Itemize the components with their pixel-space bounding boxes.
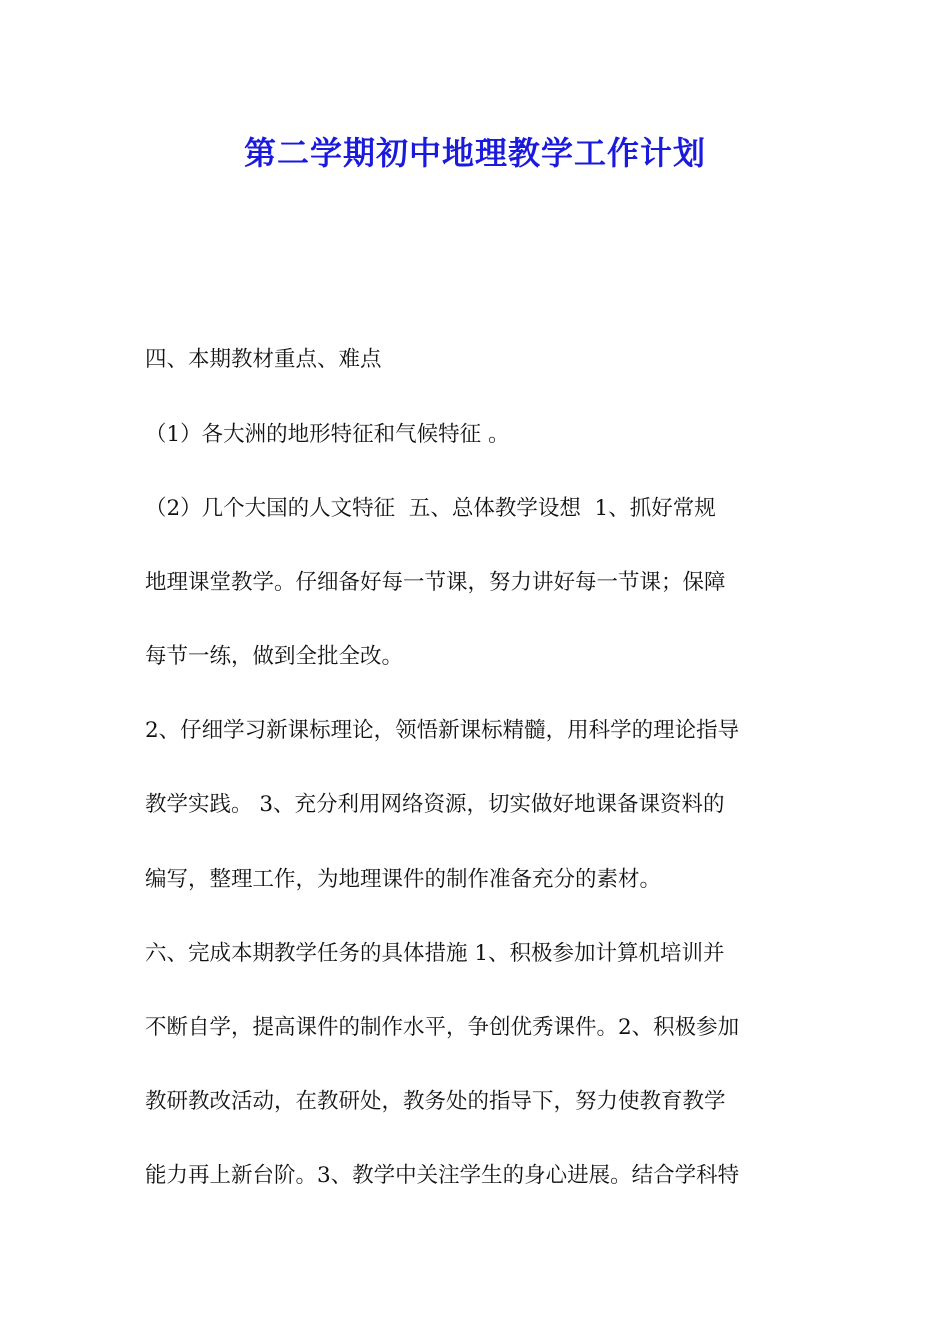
- heading-teaching-focus: 四、本期教材重点、难点: [145, 347, 382, 372]
- paragraph-line: 教学实践。 3、充分利用网络资源，切实做好地课备课资料的: [145, 792, 725, 817]
- paragraph-line: 编写，整理工作，为地理课件的制作准备充分的素材。: [145, 867, 662, 892]
- paragraph-line: 每节一练，做到全批全改。: [145, 644, 404, 669]
- paragraph-line: （1）各大洲的地形特征和气候特征 。: [145, 422, 510, 447]
- paragraph-line: （2）几个大国的人文特征 五、总体教学设想 1、抓好常规: [145, 496, 716, 521]
- paragraph-line: 教研教改活动，在教研处，教务处的指导下，努力使教育教学: [145, 1089, 726, 1114]
- paragraph-line: 不断自学，提高课件的制作水平，争创优秀课件。2、积极参加: [145, 1015, 740, 1040]
- paragraph-line: 2、仔细学习新课标理论，领悟新课标精髓，用科学的理论指导: [145, 718, 740, 743]
- paragraph-line: 能力再上新台阶。3、教学中关注学生的身心进展。结合学科特: [145, 1163, 740, 1188]
- document-title: 第二学期初中地理教学工作计划: [243, 134, 706, 172]
- paragraph-line: 六、完成本期教学任务的具体措施 1、积极参加计算机培训并: [145, 941, 725, 966]
- paragraph-line: 地理课堂教学。仔细备好每一节课，努力讲好每一节课；保障: [145, 570, 726, 595]
